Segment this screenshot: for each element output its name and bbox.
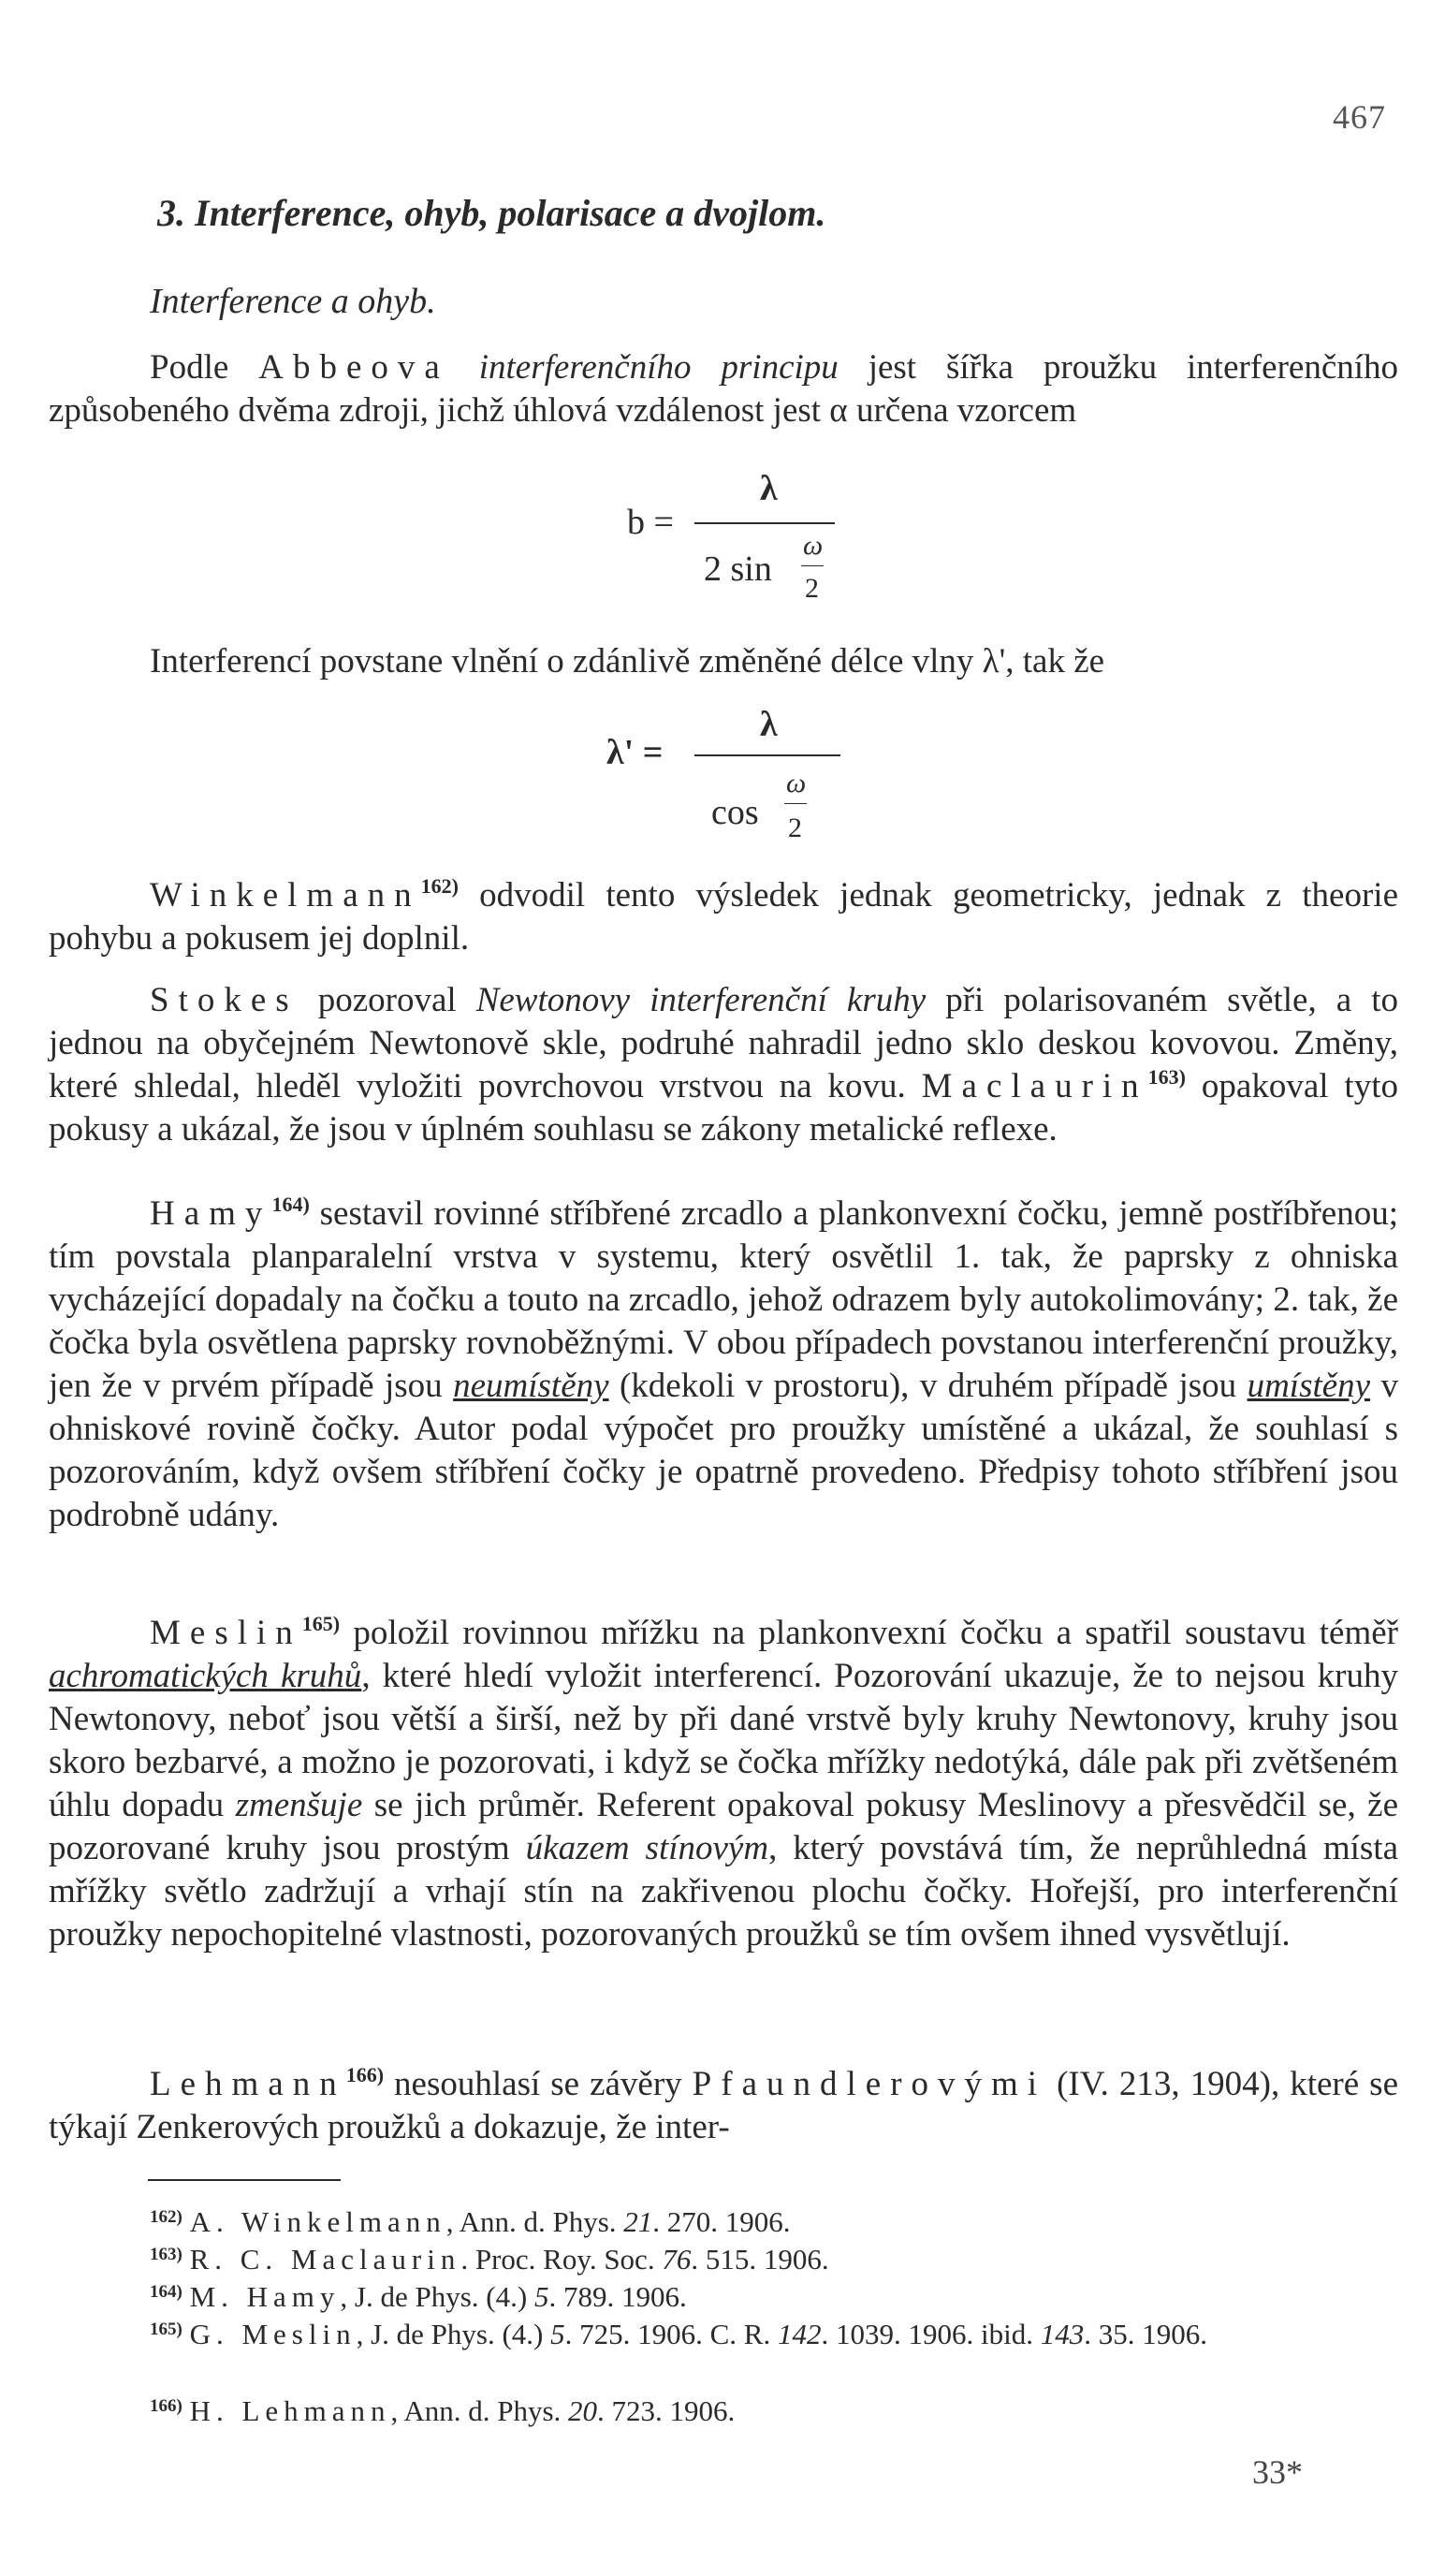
text-run: , který povstává tím, že neprůhledná místa mřížky světlo zadržují a vrhají stín na zakřivenou plochu čočky. Hořejší, pro interferenční proužky nepochopitelné vlastnosti, pozorovaných proužků se tím ovšem ihned vysvětlují. [49, 1829, 1398, 1954]
footnote-ref: 165) [301, 1612, 341, 1635]
text-run: opakoval tyto pokusy a ukázal, že jsou v úplném souhlasu se zákony metalické reflexe. [49, 1067, 1398, 1149]
term-italic: Newtonovy interferenční kruhy [475, 981, 927, 1019]
footnote-165 [49, 2316, 1398, 2353]
footnote-ref: 163) [1147, 1065, 1186, 1089]
footnote-volume: 143 [1040, 2318, 1085, 2350]
footnote-number: 166) [150, 2396, 182, 2416]
author-name: Lehmann [150, 2065, 346, 2103]
paragraph-lehmann [49, 2063, 1398, 2149]
section-title: Interference, ohyb, polarisace a dvojlom. [195, 192, 826, 234]
formula-2-denominator-prefix: cos [711, 793, 759, 832]
footnote-divider [148, 2179, 341, 2181]
footnote-ref: 162) [420, 874, 459, 898]
paragraph-winkelmann [49, 874, 1398, 960]
footnote-volume: 142 [777, 2318, 822, 2350]
text-run: (kdekoli v prostoru), v druhém případě jsou [608, 1367, 1248, 1405]
footnote-text: . 725. 1906. C. R. [564, 2318, 778, 2350]
footnote-text: . 515. 1906. [691, 2243, 829, 2276]
formula-1-fraction-line [694, 522, 835, 524]
formula-1-lhs: b = [627, 503, 674, 542]
footnote-author: A. Winkelmann [189, 2205, 446, 2238]
paragraph-interference-wave: Interferencí povstane vlnění o zdánlivě změněné délce vlny λ', tak že [150, 642, 1105, 681]
footnote-text: . 789. 1906. [548, 2280, 687, 2313]
term-italic: neumístěny [453, 1367, 609, 1405]
author-name: Abbeova [258, 348, 449, 387]
paragraph-hamy [49, 1193, 1398, 1537]
footnote-text: , Ann. d. Phys. [445, 2205, 624, 2238]
footnote-text: , J. de Phys. (4.) [356, 2318, 551, 2350]
text-run: odvodil tento výsledek jednak geometricky, jednak z theorie pohybu a pokusem jej doplnil. [49, 876, 1398, 958]
term-italic: achromatických kruhů [49, 1657, 362, 1695]
footnote-number: 163) [150, 2245, 182, 2264]
footnote-author: R. C. Maclaurin [189, 2243, 461, 2276]
text-run: nesouhlasí se závěry [384, 2065, 693, 2103]
text-run: Podle [150, 348, 259, 387]
author-name: Hamy [150, 1194, 272, 1233]
formula-1-two: 2 [805, 573, 819, 604]
term-italic: umístěny [1247, 1367, 1371, 1405]
footnote-author: H. Lehmann [189, 2394, 391, 2427]
text-run: položil rovinnou mřížku na plankonvexní čočku a spatřil soustavu téměř [340, 1614, 1398, 1652]
footnote-volume: 21 [623, 2205, 653, 2238]
formula-2-fraction-line [694, 754, 840, 756]
text-run: v ohniskové rovině čočky. Autor podal výpočet pro proužky umístěné a ukázal, že souhlasí s pozorováním, když ovšem stříbření čočky je opatrně provedeno. Předpisy tohoto stříbření jsou podrobně udány. [49, 1367, 1399, 1534]
footnote-ref: 164) [271, 1193, 310, 1216]
footnote-author: G. Meslin [189, 2318, 357, 2350]
formula-2-lhs: λ' = [606, 733, 664, 772]
author-name: Pfaundlerovými [692, 2065, 1047, 2103]
footnote-163 [49, 2241, 1445, 2278]
paragraph-meslin [49, 1612, 1398, 1956]
formula-2-numerator: λ [760, 705, 778, 744]
page-number: 467 [1333, 98, 1386, 136]
footnote-number: 165) [150, 2320, 182, 2339]
author-name: Stokes [150, 981, 299, 1019]
footnote-166 [49, 2393, 1445, 2430]
formula-1-numerator: λ [760, 469, 778, 508]
footnote-volume: 5 [533, 2280, 549, 2313]
footnote-164 [49, 2278, 1445, 2316]
footnote-ref: 166) [345, 2063, 385, 2086]
text-run: , které hledí vyložit interferencí. Pozorování ukazuje, že to nejsou kruhy Newtonovy, neboť jsou větší a širší, než by při dané vrstvě byly kruhy Newtonovy, kruhy jsou skoro bezbarvé, a možno je pozorovati, i když se čočka mřížky nedotýká, dále pak při zvětšeném úhlu dopadu [49, 1657, 1398, 1824]
footnote-text: . 723. 1906. [597, 2394, 736, 2427]
text-run: při polarisovaném světle, a to jednou na obyčejném Newtonově skle, podruhé nahradil jedno sklo deskou kovovou. Změny, které shledal, hleděl vyložiti povrchovou vrstvou na kovu. [49, 981, 1398, 1105]
text-run: (IV. 213, 1904), které se týkají Zenkerových proužků a dokazuje, že inter- [49, 2065, 1398, 2146]
author-name: Maclaurin [921, 1067, 1148, 1105]
term-italic: interferenčního principu [478, 348, 839, 387]
formula-1-omega: ω [803, 530, 824, 561]
formula-1-small-fraction-line [801, 565, 824, 566]
footnote-volume: 20 [568, 2394, 598, 2427]
footnote-text: . Proc. Roy. Soc. [460, 2243, 663, 2276]
paragraph-stokes [49, 979, 1398, 1151]
text-run [449, 348, 479, 387]
author-name: Winkelmann [150, 876, 421, 915]
term-italic: úkazem stínovým [525, 1829, 769, 1867]
author-name: Meslin [150, 1614, 302, 1652]
text-run: pozoroval [298, 981, 476, 1019]
section-heading [157, 191, 825, 235]
footnote-author: M. Hamy [189, 2280, 341, 2313]
formula-1-denominator-prefix: 2 sin [704, 549, 772, 589]
paragraph-abbe [49, 346, 1398, 432]
subsection-heading: Interference a ohyb. [150, 282, 436, 321]
formula-2-omega: ω [786, 768, 807, 798]
formula-2-small-fraction-line [784, 803, 807, 804]
section-number: 3. [157, 192, 185, 234]
footnote-text: . 1039. 1906. ibid. [821, 2318, 1041, 2350]
footnote-number: 162) [150, 2207, 182, 2227]
footnote-volume: 5 [550, 2318, 565, 2350]
text-run: jest šířka proužku interferenčního způsobeného dvěma zdroji, jichž úhlová vzdálenost jest α určena vzorcem [49, 348, 1399, 430]
footnote-number: 164) [150, 2282, 182, 2302]
term-italic: zmenšuje [235, 1786, 363, 1824]
footnote-volume: 76 [662, 2243, 692, 2276]
text-run: sestavil rovinné stříbřené zrcadlo a plankonvexní čočku, jemně postříbřenou; tím povstala planparalelní vrstva v systemu, který osvětlil 1. tak, že paprsky z ohniska vycházející dopadaly na čočku a touto na zrcadlo, jehož odrazem byly autokolimovány; 2. tak, že čočka byla osvětlena paprsky rovnoběžnými. V obou případech povstanou interferenční proužky, jen že v prvém případě jsou [49, 1194, 1398, 1405]
footnote-162 [49, 2203, 1445, 2241]
footnote-text: , J. de Phys. (4.) [340, 2280, 534, 2313]
footnote-text: , Ann. d. Phys. [390, 2394, 569, 2427]
formula-2-two: 2 [788, 812, 802, 843]
footnote-text: . 270. 1906. [652, 2205, 791, 2238]
footnote-text: . 35. 1906. [1084, 2318, 1207, 2350]
text-run: se jich průměr. Referent opakoval pokusy Meslinovy a přesvědčil se, že pozorované kruhy jsou prostým [49, 1786, 1399, 1867]
signature-mark: 33* [1252, 2453, 1303, 2491]
